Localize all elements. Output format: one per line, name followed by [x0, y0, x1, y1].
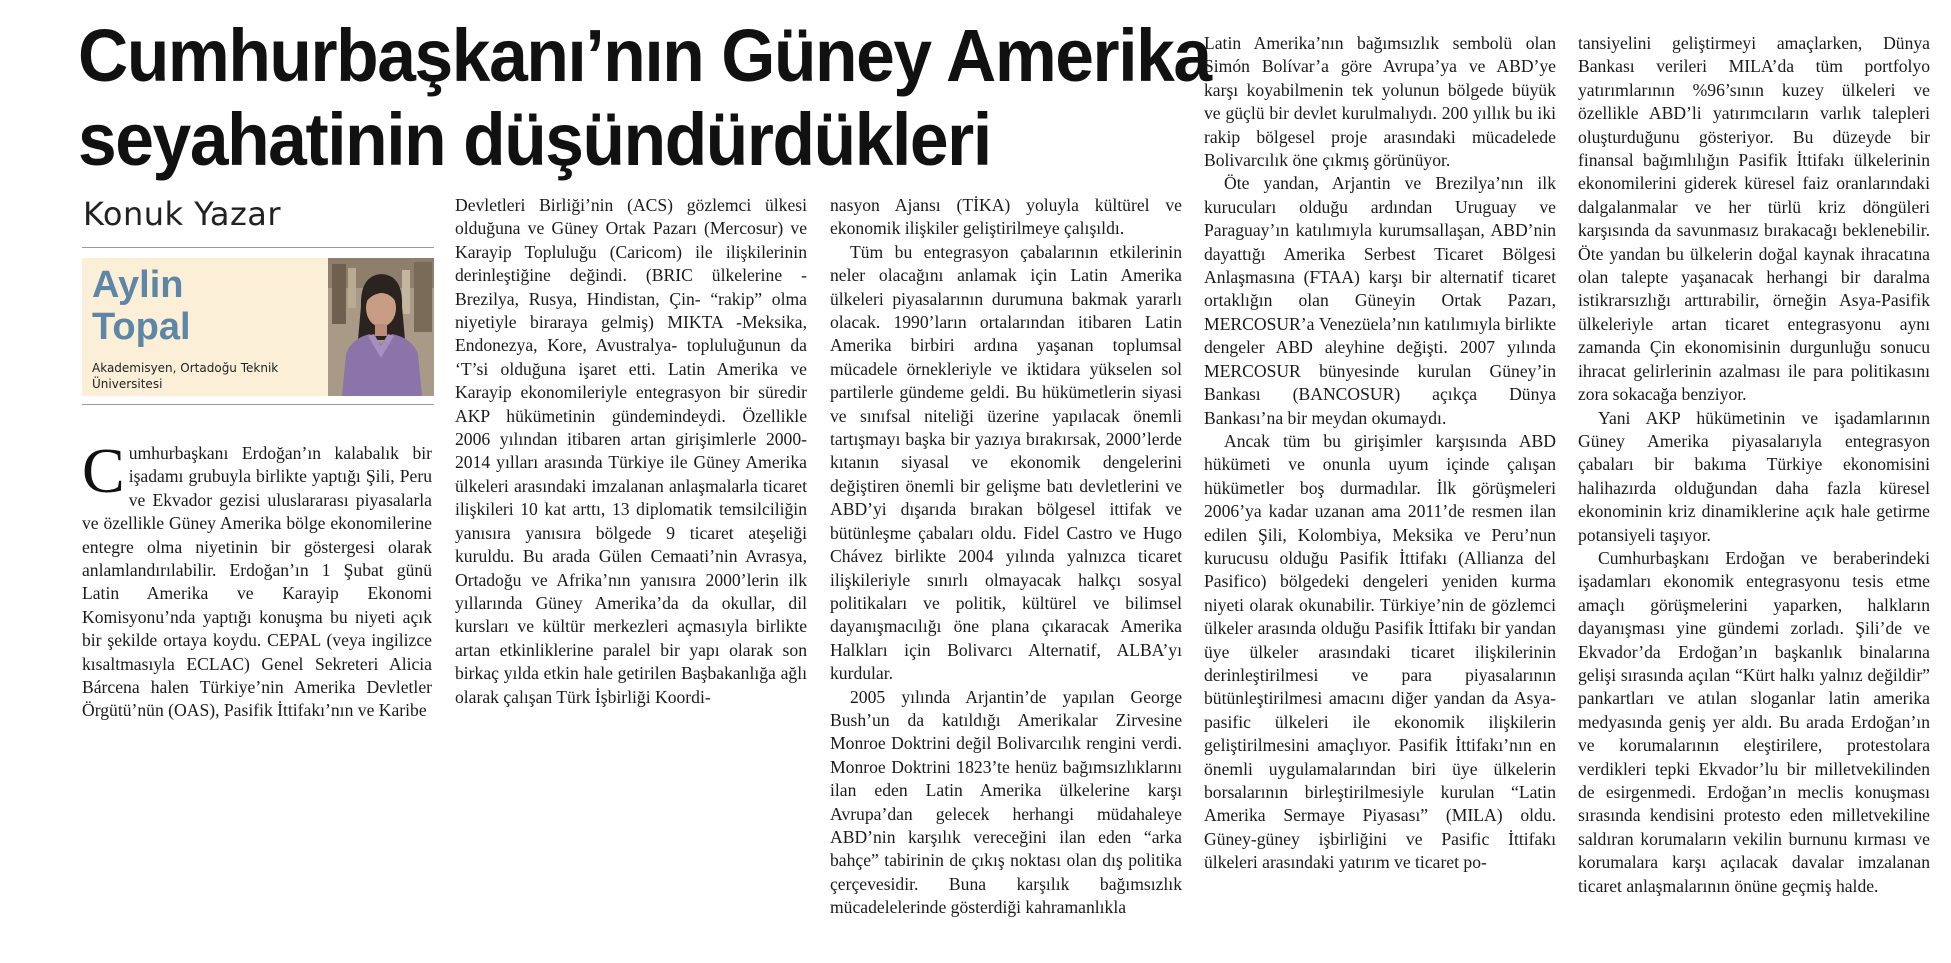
paragraph: Öte yandan, Arjantin ve Brezilya’nın ilk kurucuları olduğu ardından Uruguay ve Paraguay’ın katılımıyla kurumsallaşan, ABD’nin dayattığı Amerika Serbest Ticaret Bölgesi Anlaşmasına (FTAA) karşı bir alternatif ticaret ortaklığın olan Güneyin Ortak Pazarı, MERCOSUR’a Venezüela’nın katılımıyla birlikte dengeler ABD aleyhine değişti. 2007 yılında MERCOSUR bünyesinde kurulan Güney’in Bankası (BANCOSUR) açıkça Dünya Bankası’na bir meydan okumaydı.	[1204, 173, 1556, 428]
column-1	[82, 435, 432, 723]
paragraph: Devletleri Birliği’nin (ACS) gözlemci ülkesi olduğuna ve Güney Ortak Pazarı (Mercosur) ve Karayip Topluluğu (Caricom) ile ilişkilerinin derinleştiğine değindi. (BRIC ülkelerine -Brezilya, Rusya, Hindistan, Çin- “rakip” olma niyetiyle biraraya gelmiş) MIKTA -Meksika, Endonezya, Kore, Avustralya- topluluğunun da ‘T’si olduğuna işaret etti. Latin Amerika ve Karayip ekonomileriyle entegrasyon bir süredir AKP hükümetinin gündemindeydi. Özellikle 2006 yılından itibaren artan girişimlerle 2000-2014 yılları arasında Türkiye ile Güney Amerika ülkeleri arasındaki imzalanan anlaşmalarla ticaret ilişkileri 10 kat arttı, 13 diplomatik temsilciliğin yanısıra yanısıra bölgede 9 ticaret ateşeliği kuruldu. Bu arada Gülen Cemaati’nin Avrasya, Ortadoğu ve Afrika’nın yanısıra 2000’lerin ilk yıllarında Güney Amerika’da da okullar, dil kursları ve kültür merkezleri açmasıyla birlikte artan etkinliklerine paralel bir yapı olarak son birkaç yılda etkin hale getirilen Başbakanlığa ağlı olarak çalışan Türk İşbirliği Koordi-	[455, 195, 807, 707]
column-5	[1578, 32, 1930, 898]
author-box	[82, 258, 434, 396]
author-name	[92, 264, 191, 348]
headline-line-2: seyahatinin düşündürdükleri	[78, 98, 991, 181]
paragraph: tansiyelini geliştirmeyi amaçlarken, Dünya Bankası verileri MILA’da tüm portfolyo yatırımlarının %96’sının kuzey ülkeleri ve özellikle ABD’li yatırımcıların varlık talepleri oluşturduğunu gösteriyor. Bu düzeyde bir finansal bağımlılığın Pasifik İttifakı ülkelerinin ekonomilerini giderek küresel faiz oranlarındaki dalgalanmalar ve her türlü kriz döngüleri karşısında da savunmasız bırakacağı beklenebilir. Öte yandan bu ülkelerin doğal kaynak ihracatına olan talepte yaşanacak herhangi bir daralma istikrarsızlığı arttırabilir, örneğin Asya-Pasifik ülkeleriyle artan ticaret entegrasyonu aynı zamanda Çin ekonomisinin durgunluğu sonucu ihracat gelirlerinin azalması ile para politikasını zora sokacağa benziyor.	[1578, 33, 1930, 405]
column-2	[455, 194, 807, 709]
headline	[78, 14, 1211, 182]
author-title: Akademisyen, Ortadoğu Teknik Üniversitesi	[92, 361, 279, 391]
top-rule	[82, 247, 434, 248]
paragraph: Tüm bu entegrasyon çabalarının etkilerinin neler olacağını anlamak için Latin Amerika ülkeleri piyasalarının durumuna bakmak yararlı olacak. 1990’ların ortalarından itibaren Latin Amerika birbiri ardına yaşanan toplumsal mücadele örnekleriyle ve iktidara yükselen sol partilerle gündeme geldi. Bu hükümetlerin siyasi ve sınıfsal niteliği üzerine yapılacak önemli tartışmayı başka bir yazıya bırakırsak, 2000’lerde kıtanın siyasal ve ekonomik dengelerini değiştiren önemli bir gelişme batı devletlerini ve ABD’yi dışarıda bırakan bölgesel ittifak ve bütünleşme çabaları oldu. Fidel Castro ve Hugo Chávez birlikte 2004 yılında yalnızca ticaret ilişkileriyle sınırlı olmayacak halkçı sosyal politikaları ve politik, kültürel ve bilimsel dayanışmacılığı öne plana çıkaracak Amerika Halkları için Bolivarcı Alternatif, ALBA’yı kurdular.	[830, 241, 1182, 684]
author-first-name: Aylin	[92, 264, 184, 306]
paragraph: Latin Amerika’nın bağımsızlık sembolü olan Simón Bolívar’a göre Avrupa’ya ve ABD’ye karşı koyabilmenin tek yolunun bölgede büyük ve güçlü bir devlet kurulmalıydı. 200 yıllık bu iki rakip bölgesel proje arasındaki mücadelede Bolivarcılık öne çıkmış görünüyor.	[1204, 33, 1556, 171]
bottom-rule	[82, 404, 434, 405]
headline-line-1: Cumhurbaşkanı’nın Güney Amerika	[78, 14, 1211, 97]
paragraph	[82, 435, 432, 723]
paragraph: Ancak tüm bu girişimler karşısında ABD hükümeti ve onunla uyum içinde çalışan hükümetler boş durmadılar. İlk görüşmeleri 2006’ya kadar uzanan ama 2011’de resmen ilan edilen Şili, Kolombiya, Meksika ve Peru’nun kurucusu olduğu Pasifik İttifakı (Allianza del Pasifico) bölgedeki dengeleri yeniden kurma niyeti olarak okunabilir. Türkiye’nin de gözlemci ülkeler arasında olduğu Pasifik İttifakı bir yandan üye ülkeler arasındaki ticaret ilişkilerinin derinleştirilmesi ve para piyasalarının bütünleştirilmesi amacını diğer yandan da Asya-pasific ülkeleri ile ekonomik ilişkilerin geliştirilmesini amaçlıyor. Pasifik İttifakı’nın en önemli uygulamalarından biri üye ülkelerin borsalarının birleştirilmesiyle kurulan “Latin Amerika Sermaye Piyasası” (MILA) oldu. Güney-güney işbirliğini ve Pasific İttifakı ülkeleri arasındaki yatırım ve ticaret po-	[1204, 430, 1556, 873]
drop-cap: C	[82, 435, 125, 506]
column-4	[1204, 32, 1556, 875]
paragraph: Cumhurbaşkanı Erdoğan ve beraberindeki işadamları ekonomik entegrasyonu tesis etme amaçlı görüşmelerini yaparken, halkların dayanışması yine gündemi zorladı. Şili’de ve Ekvador’da Erdoğan’ın başkanlık binalarına gelişi sırasında açılan “Kürt halkı yalnız değildir” pankartları ve atılan sloganlar latin amerika medyasında geniş yer aldı. Bu arada Erdoğan’ın ve korumalarının eleştirilere, protestolara verdikleri tepki Ekvador’lu bir milletvekilinden de esirgenmedi. Erdoğan’ın meclis konuşması sırasında kendisini protesto eden milletvekiline saldıran korumaların vekilin burnunu kırması ve korumalara karşı açılacak davalar imzalanan ticaret anlaşmalarının önüne geçmiş halde.	[1578, 547, 1930, 896]
author-last-name: Topal	[92, 306, 191, 348]
column-3	[830, 194, 1182, 920]
guest-writer-label: Konuk Yazar	[83, 195, 282, 233]
author-photo	[328, 258, 434, 396]
paragraph: nasyon Ajansı (TİKA) yoluyla kültürel ve ekonomik ilişkiler geliştirilmeye çalışıldı.	[830, 195, 1182, 239]
paragraph-text: umhurbaşkanı Erdoğan’ın kalabalık bir işadamı grubuyla birlikte yaptığı Şili, Peru ve Ekvador gezisi uluslararası piyasalarla ve özellikle Güney Amerika bölge ekonomilerine entegre olma niyetinin bir göstergesi olarak anlamlandırılabilir. Erdoğan’ın 1 Şubat günü Latin Amerika ve Karayip Ekonomi Komisyonu’nda yaptığı konuşma bu niyeti açık bir şekilde ortaya koydu. CEPAL (veya ingilizce kısaltmasıyla ECLAC) Genel Sekreteri Alicia Bárcena halen Türkiye’nin Amerika Devletler Örgütü’nün (OAS), Pasifik İttifakı’nın ve Karibe	[82, 443, 432, 721]
paragraph: 2005 yılında Arjantin’de yapılan George Bush’un da katıldığı Amerikalar Zirvesine Monroe Doktrini değil Bolivarcılık rengini verdi. Monroe Doktrini 1823’te henüz bağımsızlıklarını ilan eden Latin Amerika ülkelerine karşı Avrupa’dan gelecek herhangi müdahaleye ABD’nin karşılık vereceğini ilan eden “arka bahçe” tabirinin de çıkış noktası olan dış politika çerçevesidir. Buna karşılık bağımsızlık mücadelelerinde gösterdiği kahramanlıkla	[830, 686, 1182, 918]
paragraph: Yani AKP hükümetinin ve işadamlarının Güney Amerika piyasalarıyla entegrasyon çabaları bir bakıma Türkiye ekonomisini halihazırda olduğundan daha fazla küresel ekonominin kriz dinamiklerine açık hale getirme potansiyeli taşıyor.	[1578, 407, 1930, 545]
